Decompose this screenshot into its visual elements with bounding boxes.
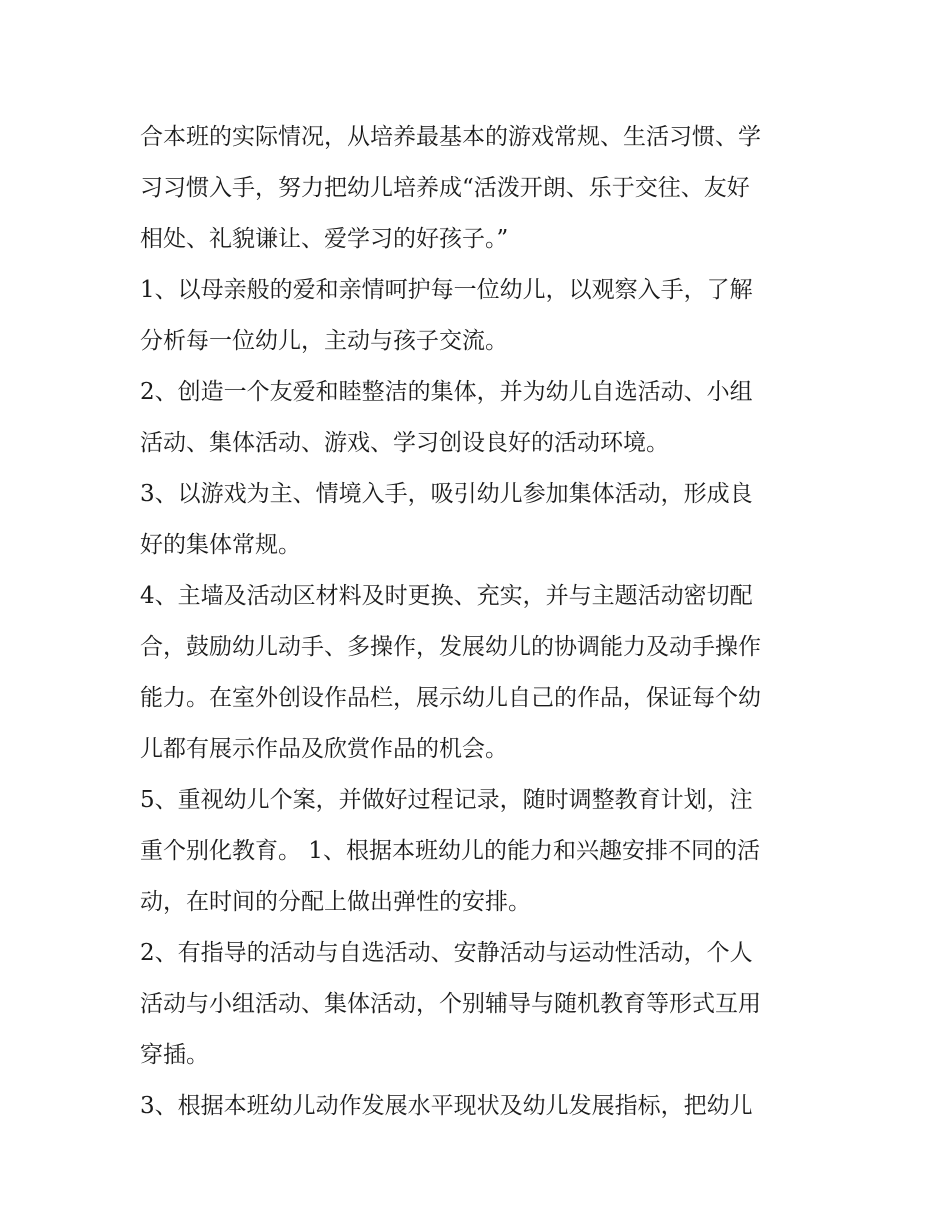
text-line: 儿都有展示作品及欣赏作品的机会。: [140, 736, 508, 762]
text-line: 1、以母亲般的爱和亲情呵护每一位幼儿，以观察入手，了解: [140, 277, 753, 303]
text-line: 2、创造一个友爱和睦整洁的集体，并为幼儿自选活动、小组: [140, 379, 753, 405]
text-line: 活动、集体活动、游戏、学习创设良好的活动环境。: [140, 430, 669, 456]
text-line: 相处、礼貌谦让、爱学习的好孩子。”: [140, 226, 509, 252]
text-line: 习习惯入手，努力把幼儿培养成“活泼开朗、乐于交往、友好: [140, 175, 750, 201]
text-line: 动，在时间的分配上做出弹性的安排。: [140, 889, 531, 915]
text-line: 穿插。: [140, 1042, 209, 1068]
text-line: 3、根据本班幼儿动作发展水平现状及幼儿发展指标，把幼儿: [140, 1093, 753, 1119]
text-line: 合本班的实际情况，从培养最基本的游戏常规、生活习惯、学: [140, 124, 761, 150]
text-line: 好的集体常规。: [140, 532, 301, 558]
text-line: 5、重视幼儿个案，并做好过程记录，随时调整教育计划，注: [140, 787, 753, 813]
text-line: 重个别化教育。 1、根据本班幼儿的能力和兴趣安排不同的活: [140, 838, 760, 864]
text-line: 能力。在室外创设作品栏，展示幼儿自己的作品，保证每个幼: [140, 685, 761, 711]
text-line: 分析每一位幼儿，主动与孩子交流。: [140, 328, 508, 354]
text-line: 活动与小组活动、集体活动，个别辅导与随机教育等形式互用: [140, 991, 761, 1017]
body-text: [140, 112, 830, 1132]
text-line: 2、有指导的活动与自选活动、安静活动与运动性活动，个人: [140, 940, 753, 966]
text-line: 合，鼓励幼儿动手、多操作，发展幼儿的协调能力及动手操作: [140, 634, 761, 660]
text-line: 3、以游戏为主、情境入手，吸引幼儿参加集体活动，形成良: [140, 481, 753, 507]
text-line: 4、主墙及活动区材料及时更换、充实，并与主题活动密切配: [140, 583, 753, 609]
